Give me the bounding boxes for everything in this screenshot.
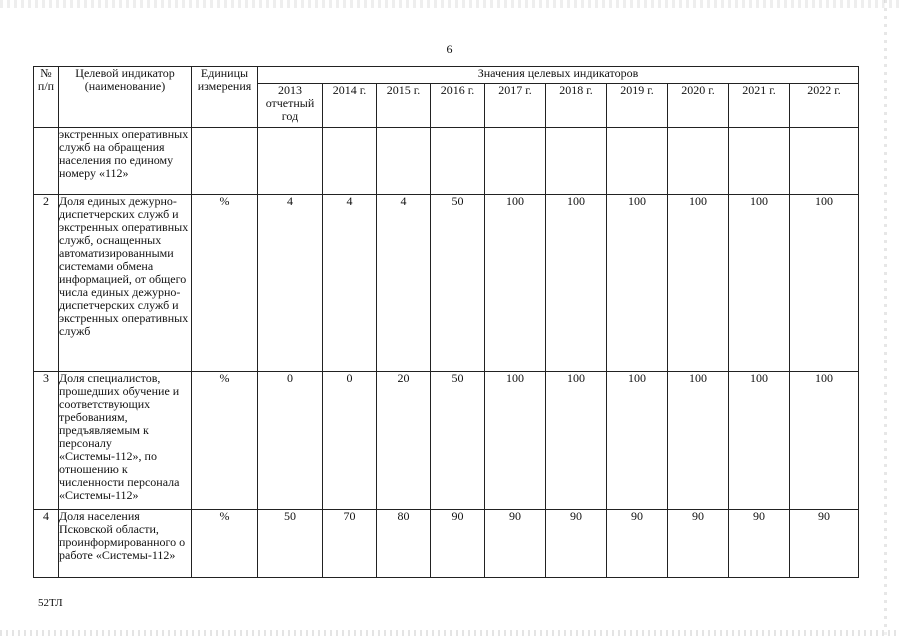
indicator-unit: %	[192, 372, 258, 510]
value-cell: 100	[546, 195, 607, 372]
value-cell	[323, 128, 377, 195]
value-cell	[729, 128, 790, 195]
value-cell: 100	[729, 372, 790, 510]
document-code: 52ТЛ	[38, 597, 63, 609]
table-row	[34, 372, 859, 510]
indicator-unit	[192, 128, 258, 195]
value-cell: 50	[258, 510, 323, 578]
value-cell	[431, 128, 485, 195]
header-year: 2016 г.	[431, 84, 485, 128]
indicators-table	[33, 66, 859, 578]
table-row	[34, 128, 859, 195]
value-cell	[485, 128, 546, 195]
value-cell: 90	[485, 510, 546, 578]
value-cell: 100	[790, 372, 859, 510]
header-year: 2022 г.	[790, 84, 859, 128]
value-cell: 100	[790, 195, 859, 372]
scan-edge-right	[884, 0, 887, 640]
value-cell: 100	[668, 195, 729, 372]
header-year: 2017 г.	[485, 84, 546, 128]
value-cell: 0	[323, 372, 377, 510]
header-year: 2014 г.	[323, 84, 377, 128]
header-number: № п/п	[34, 67, 59, 128]
value-cell: 100	[607, 195, 668, 372]
header-unit: Единицы измерения	[192, 67, 258, 128]
value-cell: 90	[546, 510, 607, 578]
value-cell	[546, 128, 607, 195]
indicator-name: Доля специалистов, прошедших обучение и соответствующих требованиям, предъявляемым к персоналу «Системы-112», по отношению к численности персонала «Системы-112»	[59, 372, 192, 510]
value-cell: 90	[431, 510, 485, 578]
value-cell: 100	[546, 372, 607, 510]
indicator-unit: %	[192, 510, 258, 578]
value-cell: 4	[258, 195, 323, 372]
indicator-name: Доля единых дежурно-диспетчерских служб и экстренных оперативных служб, оснащенных автоматизированными системами обмена информацией, от общего числа единых дежурно-диспетчерских служб и экстренных оперативных служб	[59, 195, 192, 372]
value-cell: 90	[668, 510, 729, 578]
value-cell: 70	[323, 510, 377, 578]
value-cell: 4	[377, 195, 431, 372]
value-cell: 50	[431, 195, 485, 372]
value-cell	[258, 128, 323, 195]
value-cell: 100	[485, 372, 546, 510]
indicator-unit: %	[192, 195, 258, 372]
header-year: 2020 г.	[668, 84, 729, 128]
row-number: 2	[34, 195, 59, 372]
header-year: 2013 отчетный год	[258, 84, 323, 128]
value-cell: 4	[323, 195, 377, 372]
header-year: 2018 г.	[546, 84, 607, 128]
header-year: 2021 г.	[729, 84, 790, 128]
header-year: 2019 г.	[607, 84, 668, 128]
value-cell: 100	[729, 195, 790, 372]
value-cell: 100	[485, 195, 546, 372]
indicator-name: экстренных оперативных служб на обращения населения по единому номеру «112»	[59, 128, 192, 195]
value-cell: 0	[258, 372, 323, 510]
row-number: 4	[34, 510, 59, 578]
row-number	[34, 128, 59, 195]
table-row	[34, 195, 859, 372]
header-indicator: Целевой индикатор (наименование)	[59, 67, 192, 128]
header-year: 2015 г.	[377, 84, 431, 128]
value-cell: 50	[431, 372, 485, 510]
value-cell: 20	[377, 372, 431, 510]
scan-edge-bottom	[0, 630, 899, 636]
value-cell	[377, 128, 431, 195]
value-cell	[607, 128, 668, 195]
value-cell: 90	[729, 510, 790, 578]
value-cell: 100	[668, 372, 729, 510]
value-cell: 80	[377, 510, 431, 578]
scan-edge-top	[0, 0, 899, 8]
value-cell: 90	[790, 510, 859, 578]
row-number: 3	[34, 372, 59, 510]
value-cell: 90	[607, 510, 668, 578]
value-cell	[790, 128, 859, 195]
value-cell	[668, 128, 729, 195]
table-row	[34, 510, 859, 578]
header-values-group: Значения целевых индикаторов	[258, 67, 859, 84]
value-cell: 100	[607, 372, 668, 510]
page-number: 6	[446, 42, 453, 56]
indicator-name: Доля населения Псковской области, проинформированного о работе «Системы-112»	[59, 510, 192, 578]
